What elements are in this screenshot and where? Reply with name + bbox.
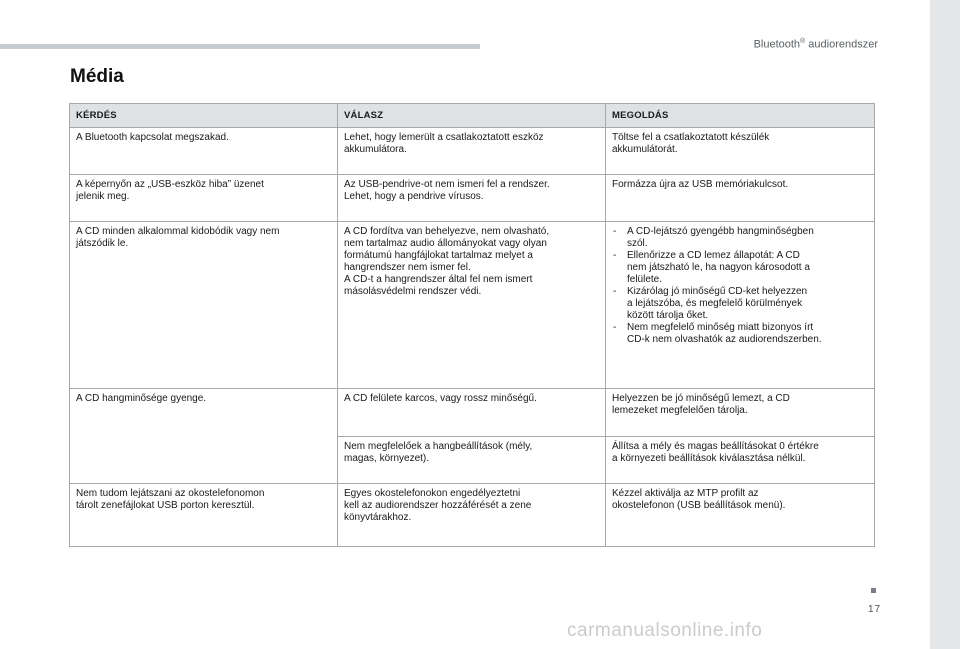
table-row — [70, 484, 875, 547]
page-title: Média — [70, 66, 124, 87]
header-rule — [0, 44, 480, 49]
answer-cell: Nem megfelelőek a hangbeállítások (mély, magas, környezet). — [338, 437, 606, 484]
trademark-symbol: ® — [800, 38, 806, 45]
section-header: Bluetooth® audiorendszer — [753, 38, 878, 51]
troubleshooting-table — [69, 103, 875, 547]
solution-cell: Állítsa a mély és magas beállításokat 0 értékre a környezeti beállítások kiválasztása nélkül. — [606, 437, 875, 484]
table-row — [70, 389, 875, 437]
solution-cell: Töltse fel a csatlakoztatott készülék akkumulátorát. — [606, 128, 875, 175]
column-header-solution: MEGOLDÁS — [606, 104, 875, 128]
question-cell: Nem tudom lejátszani az okostelefonomon tárolt zenefájlokat USB porton keresztül. — [70, 484, 338, 547]
list-item: - Ellenőrizze a CD lemez állapotát: A CD nem játszható le, ha nagyon károsodott a felülete. — [612, 250, 868, 286]
list-item: - Kizárólag jó minőségű CD-ket helyezzen a lejátszóba, és megfelelő körülmények között tárolja őket. — [612, 286, 868, 322]
solution-cell — [606, 222, 875, 389]
answer-cell: A CD fordítva van behelyezve, nem olvasható, nem tartalmaz audio állományokat vagy olyan formátumú hangfájlokat tartalmaz melyet a hangrendszer nem ismer fel. A CD-t a hangrendszer által fel nem ismert másolásvédelmi rendszer védi. — [338, 222, 606, 389]
question-cell: A Bluetooth kapcsolat megszakad. — [70, 128, 338, 175]
footer-square-icon — [871, 588, 876, 593]
table-header-row — [70, 104, 875, 128]
answer-cell: Egyes okostelefonokon engedélyeztetni kell az audiorendszer hozzáférését a zene könyvtárakhoz. — [338, 484, 606, 547]
question-cell: A CD hangminősége gyenge. — [70, 389, 338, 484]
question-cell: A képernyőn az „USB-eszköz hiba” üzenet jelenik meg. — [70, 175, 338, 222]
table-row — [70, 222, 875, 389]
page-number: 17 — [868, 604, 882, 615]
answer-cell: A CD felülete karcos, vagy rossz minőségű. — [338, 389, 606, 437]
solution-list — [612, 226, 868, 346]
answer-cell: Az USB-pendrive-ot nem ismeri fel a rendszer. Lehet, hogy a pendrive vírusos. — [338, 175, 606, 222]
list-item: - A CD-lejátszó gyengébb hangminőségben szól. — [612, 226, 868, 250]
answer-cell: Lehet, hogy lemerült a csatlakoztatott eszköz akkumulátora. — [338, 128, 606, 175]
list-item: - Nem megfelelő minőség miatt bizonyos írt CD-k nem olvashatók az audiorendszerben. — [612, 322, 868, 346]
side-tab-bar — [930, 0, 960, 649]
watermark: carmanualsonline.info — [567, 620, 763, 641]
solution-cell: Helyezzen be jó minőségű lemezt, a CD lemezeket megfelelően tárolja. — [606, 389, 875, 437]
column-header-answer: VÁLASZ — [338, 104, 606, 128]
table-row — [70, 128, 875, 175]
question-cell: A CD minden alkalommal kidobódik vagy nem játszódik le. — [70, 222, 338, 389]
table-row — [70, 175, 875, 222]
solution-cell: Formázza újra az USB memóriakulcsot. — [606, 175, 875, 222]
solution-cell: Kézzel aktiválja az MTP profilt az okostelefonon (USB beállítások menü). — [606, 484, 875, 547]
column-header-question: KÉRDÉS — [70, 104, 338, 128]
